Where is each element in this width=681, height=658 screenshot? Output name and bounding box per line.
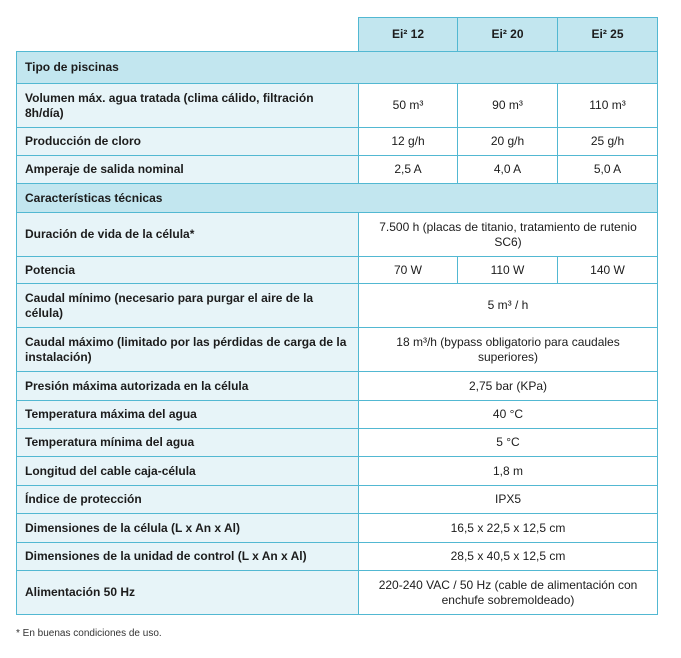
row-label-cable-length: Longitud del cable caja-célula: [17, 457, 359, 486]
model-header-ei2-25: Ei² 25: [558, 18, 658, 52]
table-row: [17, 429, 658, 457]
value-cell-dimensions: 16,5 x 22,5 x 12,5 cm: [359, 514, 658, 543]
section-technical: Características técnicas: [17, 184, 658, 213]
value-min-flow: 5 m³ / h: [359, 284, 658, 328]
table-row: [17, 156, 658, 184]
value-min-temp: 5 °C: [359, 429, 658, 457]
row-label-pressure: Presión máxima autorizada en la célula: [17, 372, 359, 401]
row-label-protection: Índice de protección: [17, 486, 359, 514]
row-label-cell-life: Duración de vida de la célula*: [17, 213, 359, 257]
row-label-min-flow: Caudal mínimo (necesario para purgar el aire de la célula): [17, 284, 359, 328]
table-row: [17, 213, 658, 257]
model-header-ei2-20: Ei² 20: [458, 18, 558, 52]
value-max-flow: 18 m³/h (bypass obligatorio para caudales superiores): [359, 328, 658, 372]
value-amperage-25: 5,0 A: [558, 156, 658, 184]
footnote: * En buenas condiciones de uso.: [16, 628, 162, 639]
value-amperage-12: 2,5 A: [359, 156, 458, 184]
row-label-cell-dimensions: Dimensiones de la célula (L x An x Al): [17, 514, 359, 543]
value-amperage-20: 4,0 A: [458, 156, 558, 184]
row-label-control-dimensions: Dimensiones de la unidad de control (L x An x Al): [17, 543, 359, 571]
table-row: [17, 128, 658, 156]
row-label-amperage: Amperaje de salida nominal: [17, 156, 359, 184]
row-label-max-flow: Caudal máximo (limitado por las pérdidas de carga de la instalación): [17, 328, 359, 372]
value-pressure: 2,75 bar (KPa): [359, 372, 658, 401]
value-volume-20: 90 m³: [458, 84, 558, 128]
value-protection: IPX5: [359, 486, 658, 514]
value-power-20: 110 W: [458, 257, 558, 284]
value-chlorine-25: 25 g/h: [558, 128, 658, 156]
model-header-ei2-12: Ei² 12: [359, 18, 458, 52]
section-row: [17, 52, 658, 84]
value-power-25: 140 W: [558, 257, 658, 284]
section-pool-type: Tipo de piscinas: [17, 52, 658, 84]
row-label-chlorine: Producción de cloro: [17, 128, 359, 156]
spec-table: [16, 17, 658, 615]
table-row: [17, 543, 658, 571]
row-label-power-supply: Alimentación 50 Hz: [17, 571, 359, 615]
table-row: [17, 514, 658, 543]
value-volume-25: 110 m³: [558, 84, 658, 128]
row-label-max-temp: Temperatura máxima del agua: [17, 401, 359, 429]
table-row: [17, 284, 658, 328]
table-row: [17, 257, 658, 284]
table-row: [17, 401, 658, 429]
value-cable-length: 1,8 m: [359, 457, 658, 486]
table-row: [17, 84, 658, 128]
value-chlorine-20: 20 g/h: [458, 128, 558, 156]
value-volume-12: 50 m³: [359, 84, 458, 128]
header-blank-cell: [17, 18, 359, 52]
row-label-volume: Volumen máx. agua tratada (clima cálido, filtración 8h/día): [17, 84, 359, 128]
table-row: [17, 372, 658, 401]
table-row: [17, 571, 658, 615]
value-max-temp: 40 °C: [359, 401, 658, 429]
value-power-supply: 220-240 VAC / 50 Hz (cable de alimentación con enchufe sobremoldeado): [359, 571, 658, 615]
section-row: [17, 184, 658, 213]
header-row: [17, 18, 658, 52]
value-cell-life: 7.500 h (placas de titanio, tratamiento de rutenio SC6): [359, 213, 658, 257]
table-row: [17, 486, 658, 514]
table-row: [17, 457, 658, 486]
value-power-12: 70 W: [359, 257, 458, 284]
value-chlorine-12: 12 g/h: [359, 128, 458, 156]
table-row: [17, 328, 658, 372]
value-control-dimensions: 28,5 x 40,5 x 12,5 cm: [359, 543, 658, 571]
row-label-power: Potencia: [17, 257, 359, 284]
row-label-min-temp: Temperatura mínima del agua: [17, 429, 359, 457]
